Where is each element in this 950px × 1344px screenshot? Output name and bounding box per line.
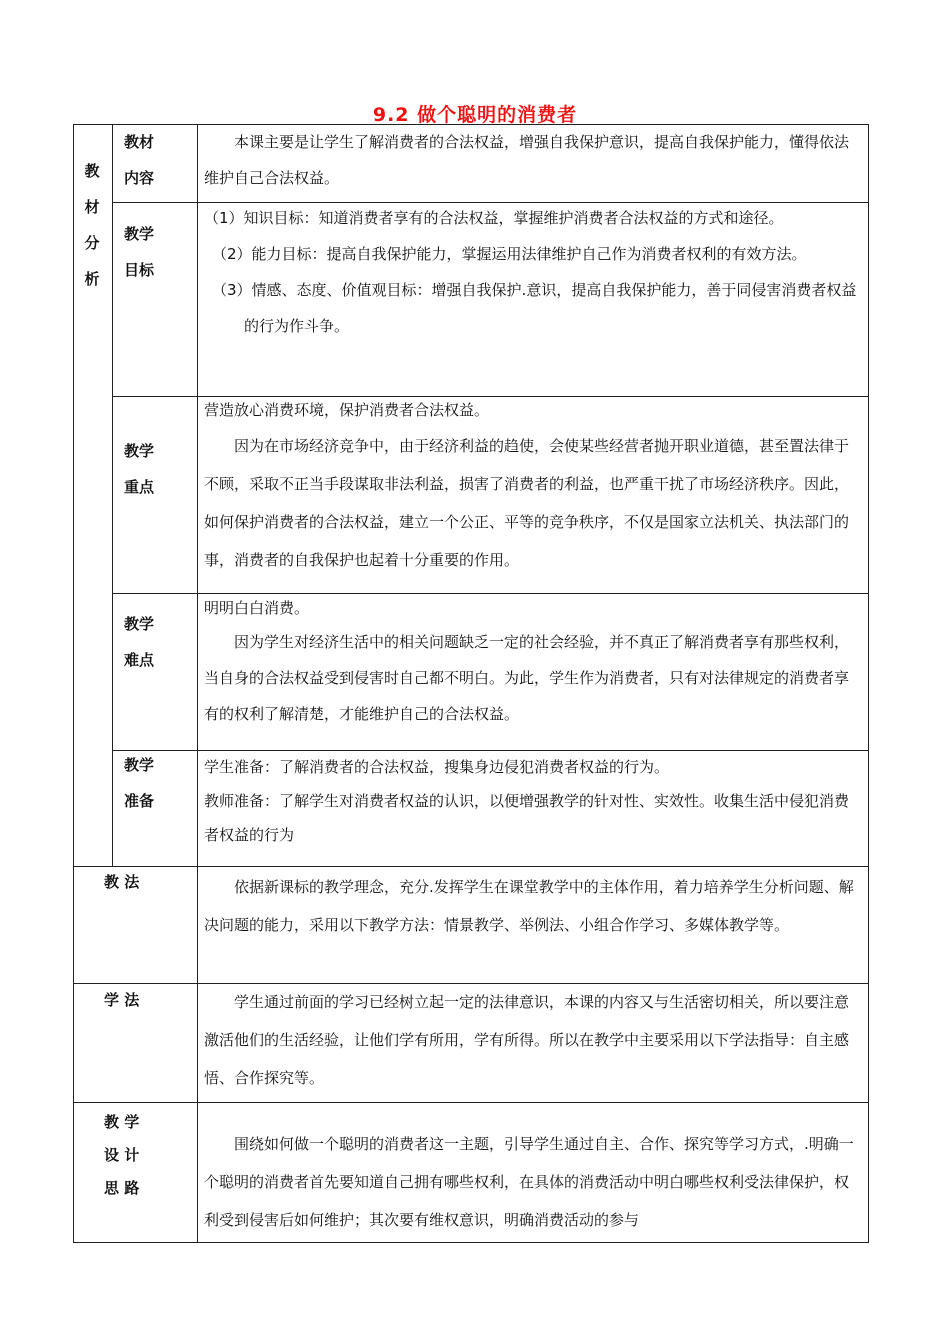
paragraph: 围绕如何做一个聪明的消费者这一主题，引导学生通过自主、合作、探究等学习方式，.明确一个聪明的消费者首先要知道自己拥有哪些权利，在具体的消费活动中明白哪些权利受法律保护，权利受到侵害后如何维护；其次要有维权意识，明确消费活动的参与 bbox=[204, 1135, 854, 1229]
method-text bbox=[204, 868, 860, 944]
label-line: 教材 bbox=[124, 133, 155, 151]
textbook-analysis-label bbox=[77, 153, 107, 297]
label-line: 目标 bbox=[124, 261, 155, 279]
difficulty-text bbox=[204, 592, 860, 732]
paragraph: 因为学生对经济生活中的相关问题缺乏一定的社会经验，并不真正了解消费者享有那些权利，当自身的合法权益受到侵害时自己都不明白。为此，学生作为消费者，只有对法律规定的消费者享有的权利了解清楚，才能维护自己的合法权益。 bbox=[204, 633, 850, 723]
prep-label bbox=[124, 747, 154, 819]
label-line: 教学 bbox=[124, 615, 155, 633]
learning-label: 学 法 bbox=[104, 991, 140, 1009]
label-line: 教学 bbox=[124, 756, 155, 774]
key-text bbox=[204, 393, 860, 579]
goals-text bbox=[204, 200, 860, 344]
key-label bbox=[124, 433, 154, 505]
difficulty-label bbox=[124, 606, 154, 678]
divider bbox=[73, 866, 869, 867]
paragraph: 营造放心消费环境，保护消费者合法权益。 bbox=[204, 401, 490, 419]
label-line: 准备 bbox=[124, 792, 155, 810]
prep-text bbox=[204, 750, 860, 852]
divider bbox=[197, 124, 198, 1243]
label-line: 教 学 bbox=[104, 1113, 140, 1131]
content-label bbox=[124, 124, 154, 196]
design-label bbox=[104, 1106, 139, 1205]
paragraph: 本课主要是让学生了解消费者的合法权益，增强自我保护意识，提高自我保护能力，懂得依法维护自己合法权益。 bbox=[204, 133, 850, 187]
method-label: 教 法 bbox=[104, 873, 140, 891]
paragraph: 因为在市场经济竞争中，由于经济利益的趋使，会使某些经营者抛开职业道德，甚至置法律于不顾，采取不正当手段谋取非法利益，损害了消费者的利益，也严重干扰了市场经济秩序。因此，如何保护消费者的合法权益，建立一个公正、平等的竞争秩序，不仅是国家立法机关、执法部门的事，消费者的自我保护也起着十分重要的作用。 bbox=[204, 437, 850, 569]
paragraph: 教师准备：了解学生对消费者权益的认识，以便增强教学的针对性、实效性。收集生活中侵犯消费者权益的行为 bbox=[204, 792, 850, 844]
goals-label bbox=[124, 216, 154, 288]
label-line: 思 路 bbox=[104, 1179, 140, 1197]
paragraph: 学生准备：了解消费者的合法权益，搜集身边侵犯消费者权益的行为。 bbox=[204, 758, 670, 776]
goal-item: （3）情感、态度、价值观目标：增强自我保护.意识，提高自我保护能力，善于同侵害消费者权益的行为作斗争。 bbox=[212, 281, 857, 335]
label-line: 教学 bbox=[124, 225, 155, 243]
goal-item: （1）知识目标：知道消费者享有的合法权益，掌握维护消费者合法权益的方式和途径。 bbox=[204, 209, 784, 227]
design-text bbox=[204, 1125, 860, 1239]
learning-text bbox=[204, 983, 860, 1097]
label-line: 设 计 bbox=[104, 1146, 140, 1164]
content-text bbox=[204, 124, 860, 196]
label-line: 内容 bbox=[124, 169, 155, 187]
page-title: 9.2 做个聪明的消费者 bbox=[372, 104, 578, 126]
sidebar-char: 教 bbox=[84, 162, 100, 180]
label-line: 教学 bbox=[124, 442, 155, 460]
paragraph: 依据新课标的教学理念，充分.发挥学生在课堂教学中的主体作用，着力培养学生分析问题、解决问题的能力，采用以下教学方法：情景教学、举例法、小组合作学习、多媒体教学等。 bbox=[204, 878, 854, 934]
label-line: 难点 bbox=[124, 651, 155, 669]
sidebar-char: 分 bbox=[84, 234, 100, 252]
label-line: 重点 bbox=[124, 478, 155, 496]
goal-item: （2）能力目标：提高自我保护能力，掌握运用法律维护自己作为消费者权利的有效方法。 bbox=[212, 245, 807, 263]
paragraph: 明明白白消费。 bbox=[204, 599, 310, 617]
divider bbox=[112, 124, 113, 866]
divider bbox=[73, 1102, 869, 1103]
sidebar-char: 材 bbox=[84, 198, 100, 216]
paragraph: 学生通过前面的学习已经树立起一定的法律意识，本课的内容又与生活密切相关，所以要注意激活他们的生活经验，让他们学有所用，学有所得。所以在教学中主要采用以下学法指导：自主感悟、合作探究等。 bbox=[204, 993, 850, 1087]
sidebar-char: 析 bbox=[84, 270, 100, 288]
